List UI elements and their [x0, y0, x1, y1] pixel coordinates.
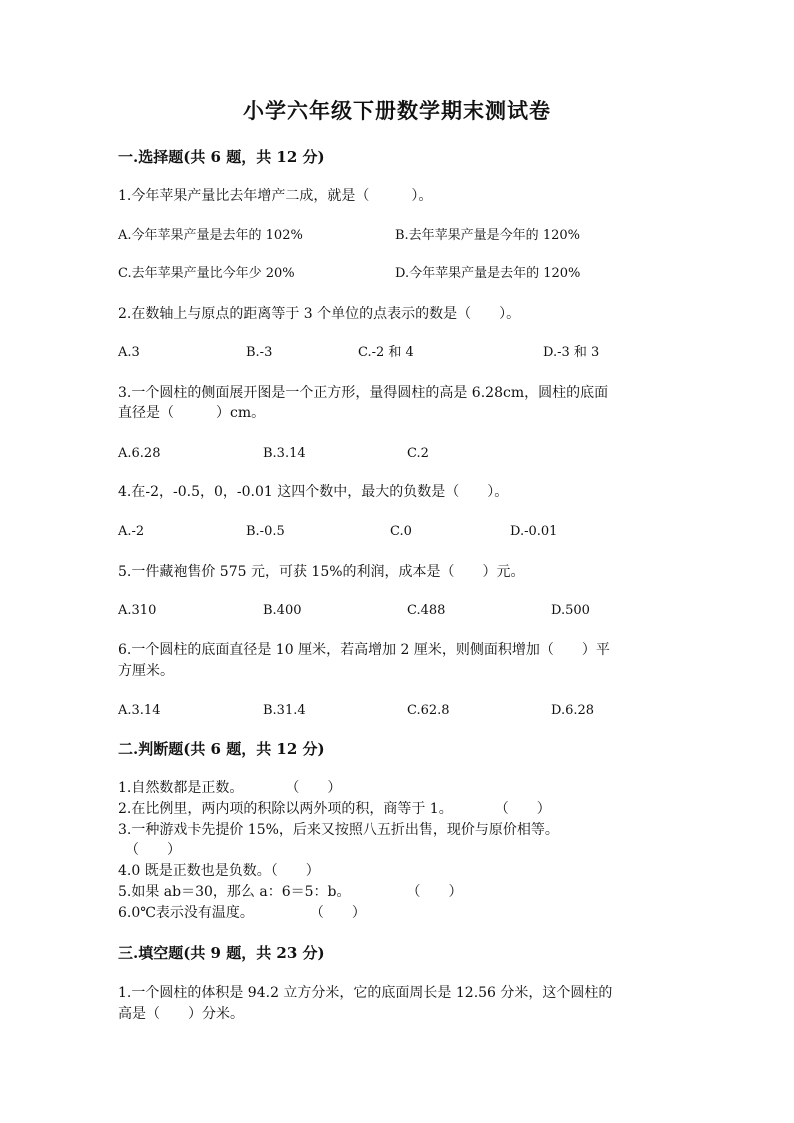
q3-option-c: C.2	[407, 446, 429, 461]
q2-option-a: A.3	[118, 345, 140, 360]
q3-option-a: A.6.28	[118, 446, 161, 461]
q5-option-d: D.500	[551, 603, 590, 618]
question-3-line-1: 3.一个圆柱的侧面展开图是一个正方形，量得圆柱的高是 6.28cm，圆柱的底面	[118, 385, 609, 401]
q4-option-a: A.-2	[118, 524, 145, 539]
q4-option-c: C.0	[390, 524, 412, 539]
judge-item-4: 4.0 既是正数也是负数。（ ）	[118, 863, 320, 879]
question-6-line-1: 6.一个圆柱的底面直径是 10 厘米，若高增加 2 厘米，则侧面积增加（ ）平	[118, 642, 610, 658]
question-2: 2.在数轴上与原点的距离等于 3 个单位的点表示的数是（ ）。	[118, 306, 521, 322]
q5-option-b: B.400	[263, 603, 302, 618]
question-1: 1.今年苹果产量比去年增产二成，就是（ ）。	[118, 188, 433, 204]
q2-option-c: C.-2 和 4	[358, 345, 414, 360]
q5-option-c: C.488	[407, 603, 446, 618]
q1-option-b: B.去年苹果产量是今年的 120%	[395, 228, 580, 243]
q2-option-d: D.-3 和 3	[543, 345, 600, 360]
section-heading-judge: 二.判断题(共 6 题，共 12 分)	[118, 740, 325, 758]
q4-option-d: D.-0.01	[510, 524, 558, 539]
judge-item-1: 1.自然数都是正数。 （ ）	[118, 780, 342, 796]
question-5: 5.一件藏袍售价 575 元，可获 15%的利润，成本是（ ）元。	[118, 564, 525, 580]
q6-option-a: A.3.14	[118, 703, 161, 718]
q4-option-b: B.-0.5	[246, 524, 285, 539]
fill-question-1-line-1: 1.一个圆柱的体积是 94.2 立方分米，它的底面周长是 12.56 分米，这个圆柱的	[118, 985, 613, 1001]
judge-item-2: 2.在比例里，两内项的积除以两外项的积，商等于 1。 （ ）	[118, 801, 551, 817]
section-heading-fill: 三.填空题(共 9 题，共 23 分)	[118, 944, 325, 962]
judge-item-3: 3.一种游戏卡先提价 15%，后来又按照八五折出售，现价与原价相等。	[118, 822, 559, 838]
q1-option-a: A.今年苹果产量是去年的 102%	[118, 228, 303, 243]
q2-option-b: B.-3	[246, 345, 273, 360]
judge-item-3-bracket: （ ）	[118, 842, 181, 858]
fill-question-1-line-2: 高是（ ）分米。	[118, 1006, 244, 1022]
q1-option-c: C.去年苹果产量比今年少 20%	[118, 266, 295, 281]
question-6-line-2: 方厘米。	[118, 663, 174, 679]
question-4: 4.在-2，-0.5，0，-0.01 这四个数中，最大的负数是（ ）。	[118, 484, 509, 500]
question-3-line-2: 直径是（ ）cm。	[118, 405, 266, 421]
q5-option-a: A.310	[118, 603, 157, 618]
judge-item-6: 6.0℃表示没有温度。 （ ）	[118, 905, 366, 921]
q6-option-b: B.31.4	[263, 703, 306, 718]
q6-option-c: C.62.8	[407, 703, 450, 718]
q1-option-d: D.今年苹果产量是去年的 120%	[395, 266, 581, 281]
page-title: 小学六年级下册数学期末测试卷	[243, 98, 551, 123]
section-heading-choice: 一.选择题(共 6 题，共 12 分)	[118, 148, 325, 166]
judge-item-5: 5.如果 ab＝30，那么 a：6＝5：b。 （ ）	[118, 884, 463, 900]
q3-option-b: B.3.14	[263, 446, 306, 461]
q6-option-d: D.6.28	[551, 703, 595, 718]
